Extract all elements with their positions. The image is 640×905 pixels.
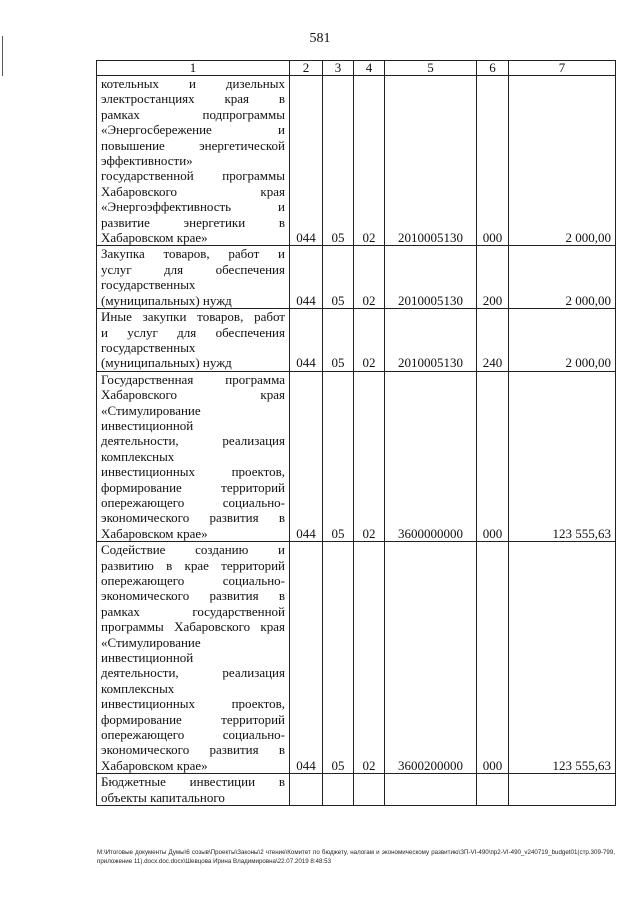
amount	[509, 774, 616, 806]
subsection-code: 02	[354, 542, 385, 774]
description-line: формирование территорий	[101, 711, 285, 727]
expense-type-code: 200	[477, 246, 509, 309]
description-line: «Стимулирование	[101, 634, 201, 650]
target-article-code: 2010005130	[385, 309, 477, 372]
description-line: рамках государственной	[101, 603, 285, 619]
description-line: «Энергосбережение и	[101, 122, 285, 138]
description-line: Закупка товаров, работ и	[101, 246, 285, 262]
expense-type-code: 240	[477, 309, 509, 372]
description-line: (муниципальных) нужд	[101, 292, 232, 308]
description-line: инвестиционной	[101, 417, 194, 433]
description-line: экономического развития в	[101, 742, 285, 758]
row-description	[97, 371, 290, 541]
description-line: объекты капитального	[101, 789, 225, 805]
subsection-code: 02	[354, 309, 385, 372]
description-line: формирование территорий	[101, 479, 285, 495]
amount: 2 000,00	[509, 309, 616, 372]
target-article-code: 2010005130	[385, 246, 477, 309]
description-line: Содействие созданию и	[101, 542, 285, 558]
row-description	[97, 774, 290, 806]
ministry-code: 044	[290, 371, 323, 541]
description-line: опережающего социально-	[101, 573, 285, 588]
description-line: экономического развития в	[101, 588, 285, 604]
target-article-code: 3600000000	[385, 371, 477, 541]
table-row	[97, 309, 616, 372]
table-row	[97, 371, 616, 541]
section-code: 05	[323, 309, 354, 372]
header-row	[97, 61, 616, 76]
header-col-5: 5	[385, 61, 477, 76]
description-line: Хабаровского края	[101, 183, 285, 199]
page-number: 581	[309, 31, 331, 46]
description-line: «Энергоэффективность и	[101, 199, 285, 215]
ministry-code: 044	[290, 309, 323, 372]
expense-type-code: 000	[477, 76, 509, 246]
description-line: деятельности, реализация	[101, 665, 285, 681]
description-line: государственной программы	[101, 168, 285, 184]
description-line: программы Хабаровского края	[101, 619, 285, 635]
document-footer-path: М:\Итоговые документы Думы\6 созыв\Проекты\Законы\2 чтение\Комитет по бюджету, налогам и экономическому развитию\ЗП-VI-490\пр2-VI-490_v240719_budget01(стр.309-799, приложение 11).docx.doc.docx\Шевцова Ирина Владимировна\22.07.2019 8:48:53	[97, 849, 615, 865]
description-line: электростанциях края в	[101, 91, 285, 107]
description-line: рамках подпрограммы	[101, 106, 285, 122]
section-code: 05	[323, 246, 354, 309]
description-line: услуг для обеспечения	[101, 261, 285, 277]
description-line: инвестиционных проектов,	[101, 696, 285, 712]
table-row	[97, 76, 616, 246]
subsection-code	[354, 774, 385, 806]
description-line: Хабаровском крае»	[101, 525, 208, 541]
ministry-code: 044	[290, 542, 323, 774]
description-line: развитию в крае территорий	[101, 557, 285, 573]
description-line: инвестиционной	[101, 650, 194, 666]
description-line: Иные закупки товаров, работ	[101, 309, 285, 325]
section-code: 05	[323, 76, 354, 246]
subsection-code: 02	[354, 76, 385, 246]
description-line: и услуг для обеспечения	[101, 324, 285, 340]
row-description	[97, 76, 290, 246]
description-line: (муниципальных) нужд	[101, 355, 232, 371]
ministry-code: 044	[290, 246, 323, 309]
description-line: повышение энергетической	[101, 137, 285, 153]
table-row	[97, 542, 616, 774]
section-code: 05	[323, 371, 354, 541]
amount: 123 555,63	[509, 542, 616, 774]
description-line: Хабаровском крае»	[101, 757, 208, 773]
target-article-code: 2010005130	[385, 76, 477, 246]
target-article-code: 3600200000	[385, 542, 477, 774]
description-line: государственных	[101, 339, 196, 355]
table-row	[97, 774, 616, 806]
header-col-3: 3	[323, 61, 354, 76]
description-line: инвестиционных проектов,	[101, 464, 285, 480]
section-code	[323, 774, 354, 806]
description-line: опережающего социально-	[101, 494, 285, 510]
header-col-4: 4	[354, 61, 385, 76]
description-line: «Стимулирование	[101, 402, 201, 418]
table-row	[97, 246, 616, 309]
subsection-code: 02	[354, 246, 385, 309]
row-description	[97, 309, 290, 372]
description-line: котельных и дизельных	[101, 76, 285, 91]
description-line: Государственная программа	[101, 371, 285, 387]
description-line: экономического развития в	[101, 510, 285, 526]
description-line: Хабаровском крае»	[101, 230, 208, 246]
description-line: развитие энергетики в	[101, 214, 285, 230]
target-article-code	[385, 774, 477, 806]
expense-type-code	[477, 774, 509, 806]
budget-table	[96, 60, 616, 806]
description-line: Бюджетные инвестиции в	[101, 774, 285, 790]
row-description	[97, 246, 290, 309]
header-col-6: 6	[477, 61, 509, 76]
ministry-code: 044	[290, 76, 323, 246]
amount: 123 555,63	[509, 371, 616, 541]
description-line: комплексных	[101, 680, 175, 696]
description-line: эффективности»	[101, 153, 193, 169]
amount: 2 000,00	[509, 246, 616, 309]
description-line: опережающего социально-	[101, 727, 285, 743]
row-description	[97, 542, 290, 774]
subsection-code: 02	[354, 371, 385, 541]
amount: 2 000,00	[509, 76, 616, 246]
description-line: государственных	[101, 277, 196, 293]
header-col-1: 1	[97, 61, 290, 76]
expense-type-code: 000	[477, 371, 509, 541]
header-col-2: 2	[290, 61, 323, 76]
description-line: комплексных	[101, 448, 175, 464]
section-code: 05	[323, 542, 354, 774]
ministry-code	[290, 774, 323, 806]
description-line: Хабаровского края	[101, 387, 285, 403]
description-line: деятельности, реализация	[101, 433, 285, 449]
expense-type-code: 000	[477, 542, 509, 774]
header-col-7: 7	[509, 61, 616, 76]
